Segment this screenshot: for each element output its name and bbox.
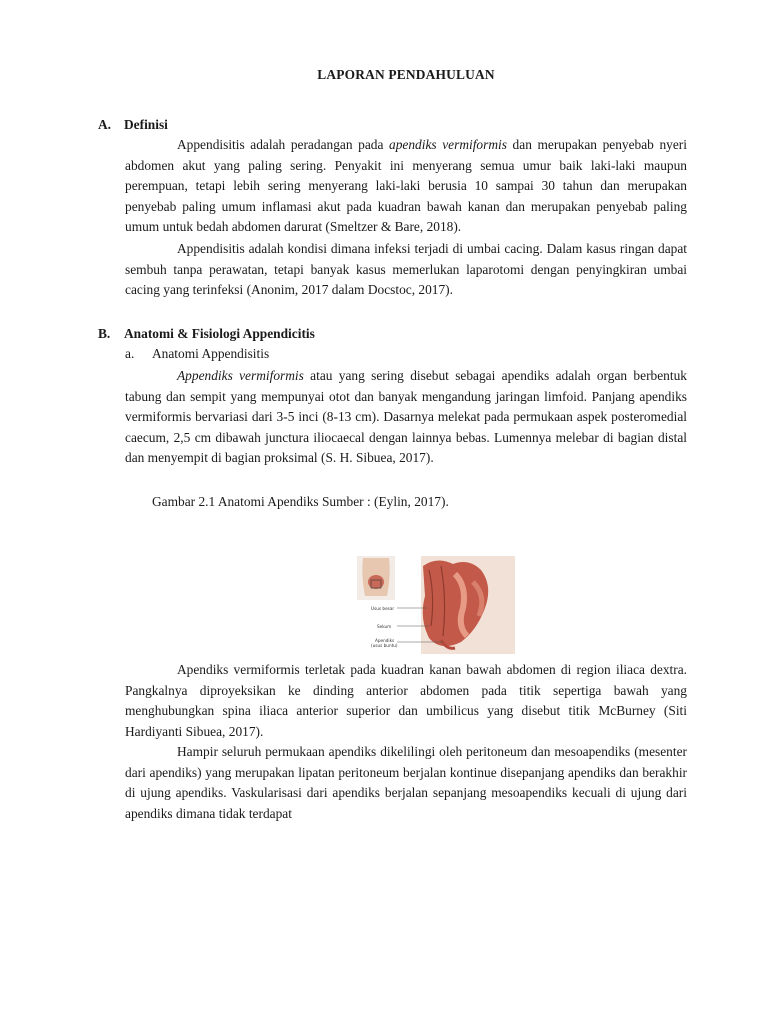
- subsection-a-number: a.: [125, 346, 135, 361]
- section-a-number: A.: [98, 117, 112, 132]
- anatomy-p1-text: atau yang sering disebut sebagai apendiks adalah organ berbentuk tabung dan sempit yang mempunyai otot dan banyak mengandung jaringan limfoid. Panjang apendiks vermiformis bervariasi dari 3-5 inci (8-13 cm). Dasarnya melekat pada permukaan aspek posteromedial caecum, 2,5 cm dibawah junctura iliocaecal dengan lainnya bebas. Lumennya melebar di bagian distal dan menyempit di bagian proksimal (S. H. Sibuea, 2017).: [125, 368, 687, 466]
- definition-p1-term: apendiks vermiformis: [389, 137, 507, 152]
- definition-paragraph-2: Appendisitis adalah kondisi dimana infeksi terjadi di umbai cacing. Dalam kasus ringan dapat sembuh tanpa perawatan, tetapi banyak kasus memerlukan laparotomi dengan penyingkiran umbai cacing yang terinfeksi (Anonim, 2017 dalam Docstoc, 2017).: [125, 241, 687, 298]
- appendix-illustration: [357, 556, 515, 654]
- anatomy-paragraph-1: [125, 366, 687, 469]
- subsection-a-title: Anatomi Appendisitis: [152, 346, 270, 361]
- definition-p1-text-cont: dan merupakan penyebab nyeri abdomen akut yang paling sering. Penyakit ini menyerang semua umur baik laki-laki maupun perempuan, tetapi lebih sering menyerang laki-laki berusia 10 sampai 30 tahun dan merupakan penyebab paling umum inflamasi akut pada kuadran bawah kanan dan merupakan penyebab paling umum untuk bedah abdomen darurat (Smeltzer & Bare, 2018).: [125, 137, 687, 235]
- section-a-title: Definisi: [124, 117, 168, 132]
- anatomy-paragraph-2: Apendiks vermiformis terletak pada kuadran kanan bawah abdomen di region iliaca dextra. Pangkalnya diproyeksikan ke dinding anterior abdomen pada titik sepertiga bawah yang menghubungkan spina iliaca anterior superior dan umbilicus yang disebut titik McBurney (Siti Hardiyanti Sibuea, 2017).: [125, 662, 687, 739]
- section-b-heading: [98, 326, 315, 342]
- definition-p1-text: Appendisitis adalah peradangan pada: [177, 137, 390, 152]
- section-a-heading: [98, 117, 168, 133]
- anatomy-p1-term: Appendiks vermiformis: [177, 368, 304, 383]
- document-title: LAPORAN PENDAHULUAN: [317, 67, 495, 82]
- anatomy-paragraph-3: Hampir seluruh permukaan apendiks dikelilingi oleh peritoneum dan mesoapendiks (mesenter dari apendiks) yang merupakan lipatan peritoneum berjalan kontinue disepanjang apendiks dan berakhir di ujung apendiks. Vaskularisasi dari apendiks berjalan sepanjang mesoapendiks kecuali di ujung dari apendiks dimana tidak terdapat: [125, 744, 687, 821]
- section-b-number: B.: [98, 326, 111, 341]
- figure-caption: Gambar 2.1 Anatomi Apendiks Sumber : (Eylin, 2017).: [152, 494, 449, 509]
- label-sekum: Sekum: [377, 624, 392, 629]
- definition-paragraph-1: [125, 135, 687, 238]
- section-b-title: Anatomi & Fisiologi Appendicitis: [124, 326, 315, 341]
- label-usus-besar: Usus besar: [371, 606, 395, 611]
- label-usus-buntu: (usus buntu): [371, 643, 398, 648]
- torso-intestine: [368, 575, 384, 589]
- label-apendiks: Apendiks: [375, 638, 395, 643]
- subsection-a-heading: [125, 346, 269, 362]
- appendix-anatomy-figure: [357, 556, 515, 654]
